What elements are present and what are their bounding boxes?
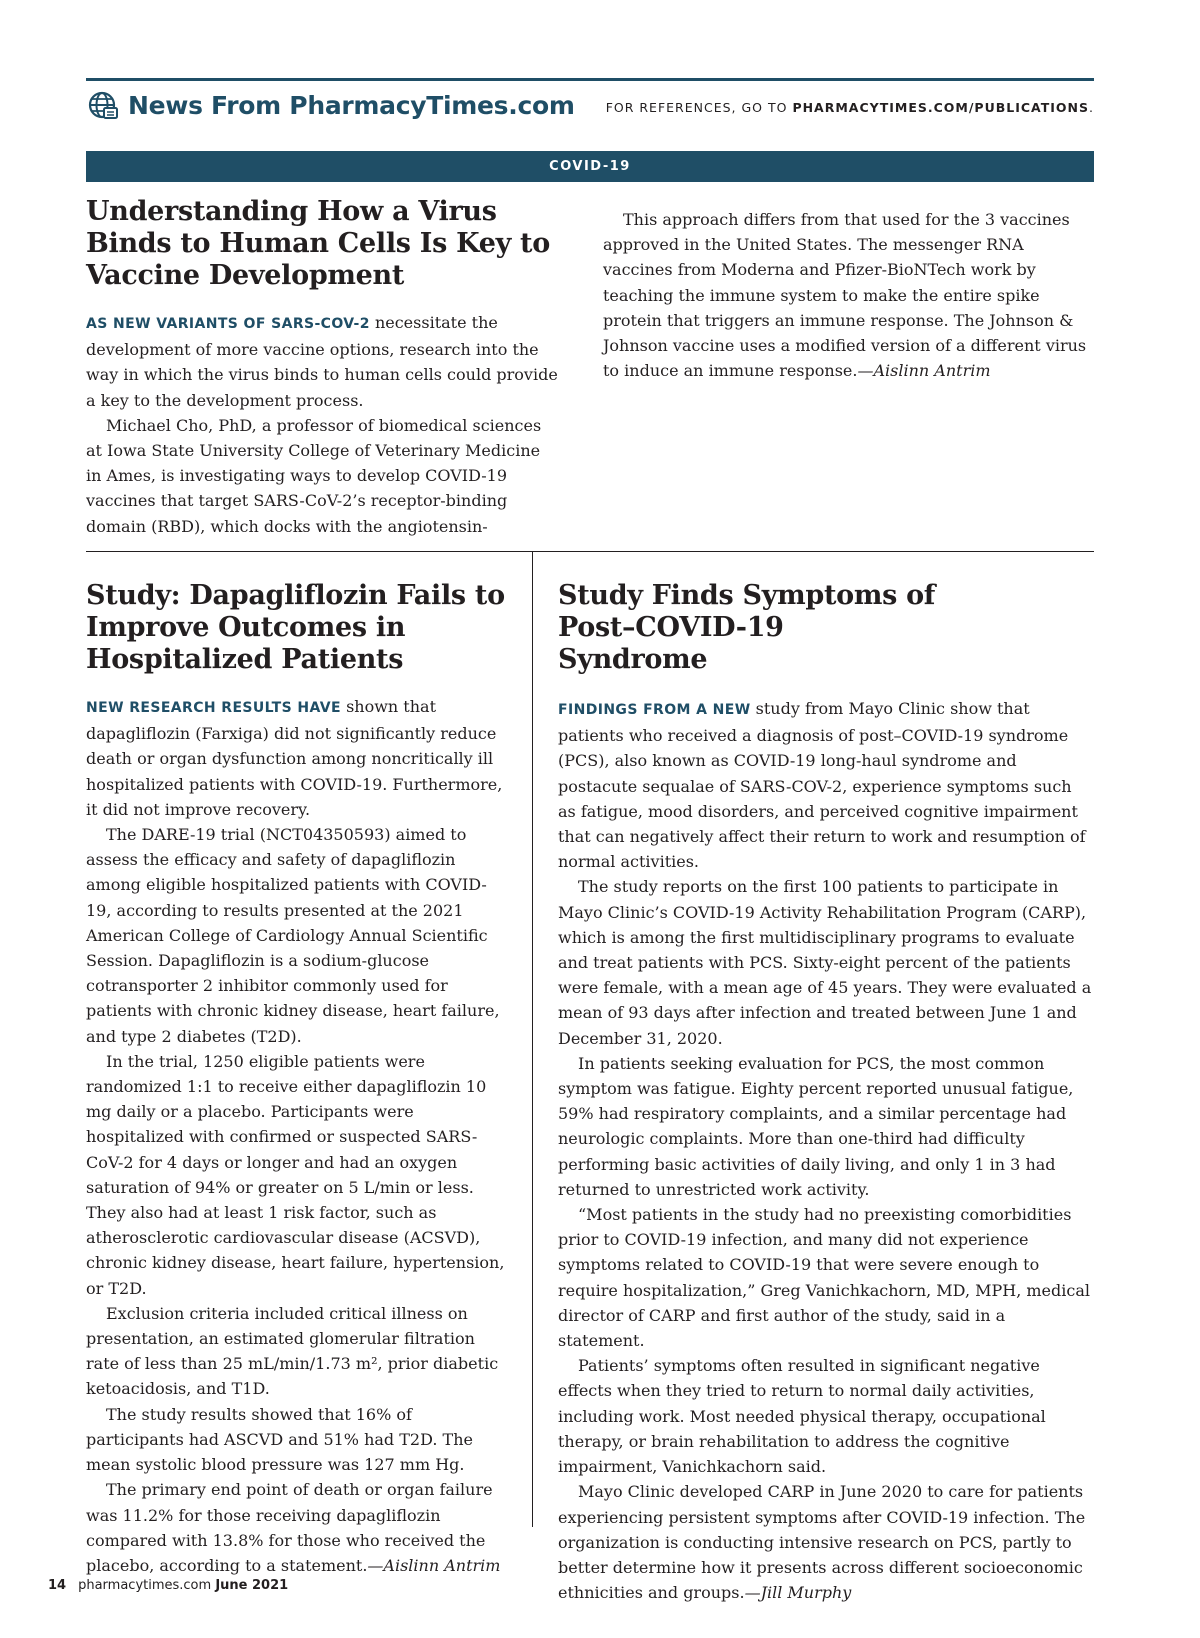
article3-p5: Patients’ symptoms often resulted in significant negative effects when they tried to return to normal daily activities, including work. Most needed physical therapy, occupational therapy, or brain rehabilitation to address the cognitive impairment, Vanichkachorn said. [558, 1356, 1046, 1477]
article3-p2: The study reports on the first 100 patients to participate in Mayo Clinic’s COVID-19 Activity Rehabilitation Program (CARP), which is among the first multidisciplinary programs to evaluate and treat patients with PCS. Sixty-eight percent of the patients were female, with a mean age of 45 years. They were evaluated a mean of 93 days after infection and treated between June 1 and December 31, 2020. [558, 877, 1092, 1048]
article1-p2: Michael Cho, PhD, a professor of biomedical sciences at Iowa State University College of Veterinary Medicine in Ames, is investigating ways to develop COVID-19 vaccines that target SARS-CoV-2’s receptor-binding domain (RBD), which docks with the angiotensin- [86, 415, 542, 536]
article3-p6-wrap [558, 1479, 1094, 1605]
article2-byline: —Aislinn Antrim [367, 1555, 501, 1575]
article2-text [86, 694, 510, 1578]
column-divider [532, 552, 533, 1527]
article3-text [558, 696, 1094, 1605]
article2-p2: The DARE-19 trial (NCT04350593) aimed to assess the efficacy and safety of dapagliflozin among eligible hospitalized patients with COVID-19, according to results presented at the 2021 American College of Cardiology Annual Scientific Session. Dapagliflozin is a sodium-glucose cotransporter 2 inhibitor commonly used for patients with chronic kidney disease, heart failure, and type 2 diabetes (T2D). [86, 825, 500, 1046]
article2-p5: The study results showed that 16% of participants had ASCVD and 51% had T2D. The mean systolic blood pressure was 127 mm Hg. [86, 1404, 473, 1475]
header-rule [86, 78, 1094, 81]
section-bar [86, 151, 1094, 182]
section-label: COVID-19 [549, 159, 631, 174]
article2-lead: NEW RESEARCH RESULTS HAVE [86, 700, 341, 716]
article3-p3: In patients seeking evaluation for PCS, the most common symptom was fatigue. Eighty percent reported unusual fatigue, 59% had respiratory complaints, and a similar percentage had neurologic complaints. More than one-third had difficulty performing basic activities of daily living, and only 1 in 3 had returned to unrestricted work activity. [558, 1053, 1074, 1199]
section-divider [86, 551, 1094, 552]
footer-issue: June 2021 [215, 1578, 289, 1593]
article3-p4: “Most patients in the study had no preexisting comorbidities prior to COVID-19 infection, and many did not experience symptoms related to COVID-19 that were severe enough to require hospitalization,” Greg Vanichkachorn, MD, MPH, medical director of CARP and first author of the study, said in a statement. [558, 1205, 1090, 1351]
references-link[interactable]: PHARMACYTIMES.COM/PUBLICATIONS [792, 100, 1090, 115]
article1-text-right [603, 207, 1093, 383]
article3-title: Study Finds Symptoms of Post–COVID-19 Syndrome [558, 580, 936, 675]
references-prefix: FOR REFERENCES, GO TO [605, 100, 793, 115]
article2-p6-wrap [86, 1477, 510, 1578]
article1-byline: —Aislinn Antrim [857, 361, 991, 381]
article1-left [86, 196, 560, 306]
footer-site[interactable]: pharmacytimes.com [78, 1578, 216, 1593]
article2-title: Study: Dapagliflozin Fails to Improve Outcomes in Hospitalized Patients [86, 580, 505, 675]
page-number: 14 [48, 1578, 67, 1593]
references-suffix: . [1089, 100, 1094, 115]
article2-p6: The primary end point of death or organ failure was 11.2% for those receiving dapagliflozin compared with 13.8% for those who received the placebo, according to a statement. [86, 1480, 493, 1575]
article3-byline: —Jill Murphy [744, 1583, 852, 1603]
article3 [558, 580, 1094, 1605]
article1-p1: necessitate the development of more vaccine options, research into the way in which the virus binds to human cells could provide a key to the development process. [86, 313, 558, 410]
article1-p3-wrap [603, 207, 1093, 383]
article3-p6: Mayo Clinic developed CARP in June 2020 to care for patients experiencing persistent symptoms after COVID-19 infection. The organization is conducting intensive research on PCS, partly to better determine how it presents across different socioeconomic ethnicities and groups. [558, 1482, 1086, 1603]
article1-body-right [603, 207, 1093, 383]
article1-p3: This approach differs from that used for the 3 vaccines approved in the United States. The messenger RNA vaccines from Moderna and Pfizer-BioNTech work by teaching the immune system to make the entire spike protein that triggers an immune response. The Johnson & Johnson vaccine uses a modified version of a different virus to induce an immune response. [603, 210, 1087, 381]
article1-lead: AS NEW VARIANTS OF SARS-COV-2 [86, 316, 370, 332]
article2-p1: shown that dapagliflozin (Farxiga) did not significantly reduce death or organ dysfunction among noncritically ill hospitalized patients with COVID-19. Furthermore, it did not improve recovery. [86, 697, 503, 819]
article3-lead: FINDINGS FROM A NEW [558, 702, 751, 718]
article1-body-left [86, 310, 560, 541]
references-note [606, 100, 1094, 115]
article2-p3: In the trial, 1250 eligible patients were randomized 1:1 to receive either dapagliflozin 10 mg daily or a placebo. Participants were hospitalized with confirmed or suspected SARS-CoV-2 for 4 days or longer and had an oxygen saturation of 94% or greater on 5 L/min or less. They also had at least 1 risk factor, such as atherosclerotic cardiovascular disease (ACSVD), chronic kidney disease, heart failure, hypertension, or T2D. [86, 1051, 505, 1298]
brand [86, 88, 575, 122]
article2-p4: Exclusion criteria included critical illness on presentation, an estimated glomerular filtration rate of less than 25 mL/min/1.73 m², prior diabetic ketoacidosis, and T1D. [86, 1303, 499, 1399]
article1-title: Understanding How a Virus Binds to Human Cells Is Key to Vaccine Development [86, 196, 550, 291]
article3-p1: study from Mayo Clinic show that patients who received a diagnosis of post–COVID-19 syndrome (PCS), also known as COVID-19 long-haul syndrome and postacute sequalae of SARS-COV-2, experience symptoms such as fatigue, mood disorders, and perceived cognitive impairment that can negatively affect their return to work and resumption of normal activities. [558, 699, 1086, 872]
article2 [86, 580, 510, 1578]
globe-icon [86, 88, 120, 122]
brand-title: News From PharmacyTimes.com [128, 90, 575, 120]
article1-text-left [86, 310, 560, 541]
page-footer [48, 1578, 288, 1593]
